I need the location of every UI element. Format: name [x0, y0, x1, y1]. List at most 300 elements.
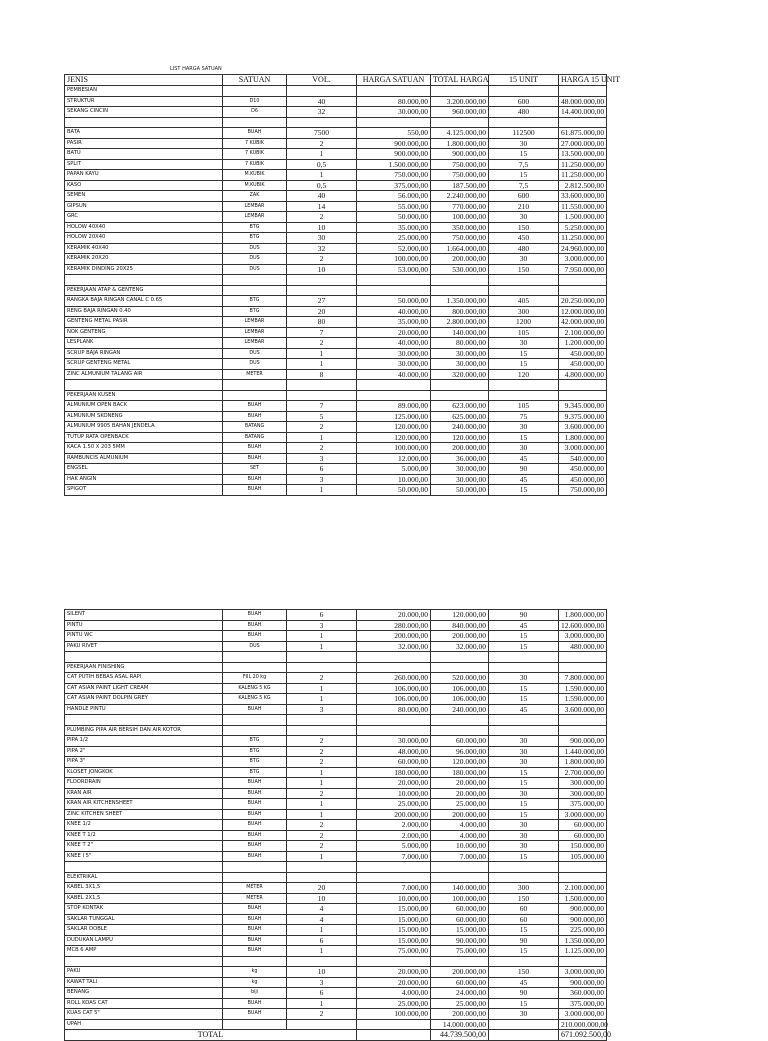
- table-row: [65, 359, 607, 370]
- item-volume: [287, 872, 357, 883]
- item-unit: 7 KUBIK: [223, 159, 287, 170]
- item-unit-price: 35.000,00: [357, 222, 431, 233]
- item-total-price: 120.000,00: [431, 610, 489, 621]
- item-unit: BUAH: [223, 631, 287, 642]
- item-volume: [287, 117, 357, 128]
- item-15-unit-qty: 15: [489, 432, 559, 443]
- item-15-unit-price: 11.250.000,00: [559, 159, 607, 170]
- table-row: [65, 736, 607, 747]
- item-unit: BUAH: [223, 704, 287, 715]
- item-unit-price: 32.000,00: [357, 641, 431, 652]
- item-unit-price: 5.000,00: [357, 464, 431, 475]
- item-unit-price: 20.000,00: [357, 977, 431, 988]
- item-total-price: 60.000,00: [431, 736, 489, 747]
- item-15-unit-price: 3.600.000,00: [559, 704, 607, 715]
- item-unit: DUS: [223, 641, 287, 652]
- price-table-top: [64, 74, 621, 496]
- item-15-unit-price: 42.000.000,00: [559, 317, 607, 328]
- item-unit: M.KUBIK: [223, 180, 287, 191]
- item-unit-price: [357, 117, 431, 128]
- item-volume: 3: [287, 704, 357, 715]
- total-label: TOTAL: [65, 1030, 357, 1041]
- item-unit: BUAH: [223, 830, 287, 841]
- item-unit: [223, 872, 287, 883]
- item-unit-price: 100.000,00: [357, 254, 431, 265]
- item-15-unit-price: 1.200.000,00: [559, 338, 607, 349]
- item-unit-price: 125.000,00: [357, 411, 431, 422]
- table-row: [65, 296, 607, 307]
- item-unit-price: 900.000,00: [357, 138, 431, 149]
- item-unit: biji: [223, 988, 287, 999]
- item-volume: 4: [287, 914, 357, 925]
- item-volume: 0,5: [287, 159, 357, 170]
- item-volume: 7: [287, 327, 357, 338]
- item-15-unit-qty: 30: [489, 820, 559, 831]
- item-15-unit-price: 14.400.000,00: [559, 107, 607, 118]
- item-volume: [287, 862, 357, 873]
- table-row: [65, 851, 607, 862]
- item-volume: 1: [287, 348, 357, 359]
- item-15-unit-qty: 15: [489, 485, 559, 496]
- item-total-price: 140.000,00: [431, 883, 489, 894]
- item-total-price: 75.000,00: [431, 946, 489, 957]
- column-header: SATUAN: [223, 75, 287, 86]
- item-total-price: 750.000,00: [431, 233, 489, 244]
- item-volume: 4: [287, 904, 357, 915]
- item-volume: [287, 380, 357, 391]
- item-15-unit-price: 11.250.000,00: [559, 233, 607, 244]
- item-15-unit-qty: 30: [489, 443, 559, 454]
- item-15-unit-price: 300.000,00: [559, 788, 607, 799]
- item-unit-price: 80.000,00: [357, 704, 431, 715]
- item-name: SPLIT: [65, 159, 223, 170]
- item-15-unit-price: 540.000,00: [559, 453, 607, 464]
- item-name: CAT ASIAN PAINT LIGHT CREAM: [65, 683, 223, 694]
- item-unit-price: 25.000,00: [357, 998, 431, 1009]
- item-volume: 6: [287, 610, 357, 621]
- item-15-unit-price: [559, 117, 607, 128]
- item-name: GIPSUN: [65, 201, 223, 212]
- item-total-price: 187.500,00: [431, 180, 489, 191]
- item-name: [65, 862, 223, 873]
- item-unit-price: 50.000,00: [357, 212, 431, 223]
- table-row: [65, 883, 607, 894]
- item-unit: METER: [223, 369, 287, 380]
- item-total-price: [431, 872, 489, 883]
- item-unit: [223, 275, 287, 286]
- table-row: [65, 914, 607, 925]
- item-15-unit-qty: 112500: [489, 128, 559, 139]
- item-volume: [287, 652, 357, 663]
- item-unit-price: 100.000,00: [357, 1009, 431, 1020]
- item-unit-price: [357, 380, 431, 391]
- item-total-price: 200.000,00: [431, 631, 489, 642]
- table-row: [65, 485, 607, 496]
- item-15-unit-qty: 30: [489, 830, 559, 841]
- table-row: [65, 233, 607, 244]
- item-15-unit-qty: [489, 662, 559, 673]
- item-15-unit-price: 24.960.000,00: [559, 243, 607, 254]
- item-15-unit-qty: 405: [489, 296, 559, 307]
- item-15-unit-price: 1.440.000,00: [559, 746, 607, 757]
- item-name: PAKU: [65, 967, 223, 978]
- table-row: [65, 893, 607, 904]
- item-15-unit-qty: 7,5: [489, 159, 559, 170]
- sheet-title: LIST HARGA SATUAN: [170, 66, 222, 72]
- item-15-unit-qty: 60: [489, 914, 559, 925]
- item-total-price: 32.000,00: [431, 641, 489, 652]
- item-name: KNEE T 2": [65, 841, 223, 852]
- item-15-unit-qty: 30: [489, 757, 559, 768]
- item-volume: 2: [287, 422, 357, 433]
- total-price: 44.739.500,00: [431, 1030, 489, 1041]
- item-unit-price: 60.000,00: [357, 757, 431, 768]
- item-unit-price: [357, 390, 431, 401]
- table-row: [65, 841, 607, 852]
- total-empty: [357, 1030, 431, 1041]
- item-unit-price: 900.000,00: [357, 149, 431, 160]
- item-unit-price: 2.000,00: [357, 820, 431, 831]
- item-name: KABEL 3X1,5: [65, 883, 223, 894]
- item-volume: 1: [287, 925, 357, 936]
- item-unit: BTG: [223, 767, 287, 778]
- blank-row: [65, 380, 607, 391]
- item-volume: 2: [287, 788, 357, 799]
- table-row: [65, 809, 607, 820]
- item-15-unit-price: 48.000.000,00: [559, 96, 607, 107]
- item-total-price: 25.000,00: [431, 998, 489, 1009]
- item-unit-price: 4.000,00: [357, 988, 431, 999]
- item-15-unit-qty: 75: [489, 411, 559, 422]
- item-unit-price: 12.000,00: [357, 453, 431, 464]
- item-total-price: 1.664.000,00: [431, 243, 489, 254]
- item-total-price: 10.000,00: [431, 841, 489, 852]
- item-15-unit-qty: 1200: [489, 317, 559, 328]
- item-name: BATU: [65, 149, 223, 160]
- item-name: [65, 117, 223, 128]
- item-unit-price: 100.000,00: [357, 443, 431, 454]
- table-row: [65, 159, 607, 170]
- table-row: [65, 401, 607, 412]
- item-unit-price: 53.000,00: [357, 264, 431, 275]
- item-total-price: 60.000,00: [431, 977, 489, 988]
- item-15-unit-price: 1.590.000,00: [559, 683, 607, 694]
- item-volume: 40: [287, 96, 357, 107]
- item-unit: BUAH: [223, 401, 287, 412]
- item-unit: BUAH: [223, 443, 287, 454]
- item-total-price: 90.000,00: [431, 935, 489, 946]
- item-15-unit-qty: 150: [489, 967, 559, 978]
- item-total-price: 3.200.000,00: [431, 96, 489, 107]
- item-unit: M.KUBIK: [223, 170, 287, 181]
- item-total-price: 750.000,00: [431, 170, 489, 181]
- item-volume: 1: [287, 778, 357, 789]
- item-15-unit-qty: 600: [489, 191, 559, 202]
- item-unit: METER: [223, 893, 287, 904]
- item-unit-price: 89.000,00: [357, 401, 431, 412]
- table-row: [65, 830, 607, 841]
- item-unit: BUAH: [223, 809, 287, 820]
- section-heading-row: [65, 390, 607, 401]
- item-name: SCRUP GENTENG METAL: [65, 359, 223, 370]
- item-name: BENANG: [65, 988, 223, 999]
- item-unit: BUAH: [223, 998, 287, 1009]
- table-row: [65, 243, 607, 254]
- item-total-price: 14.000.000,00: [431, 1019, 489, 1030]
- item-15-unit-qty: 90: [489, 988, 559, 999]
- item-15-unit-price: 4.800.000,00: [559, 369, 607, 380]
- item-unit: BUAH: [223, 411, 287, 422]
- item-unit: BUAH: [223, 935, 287, 946]
- item-15-unit-qty: 15: [489, 778, 559, 789]
- blank-row: [65, 275, 607, 286]
- column-header: TOTAL HARGA: [431, 75, 489, 86]
- item-total-price: 2.800.000,00: [431, 317, 489, 328]
- item-total-price: 20.000,00: [431, 778, 489, 789]
- item-total-price: 120.000,00: [431, 757, 489, 768]
- table-row: [65, 474, 607, 485]
- item-total-price: [431, 662, 489, 673]
- item-total-price: 623.000,00: [431, 401, 489, 412]
- table-row: [65, 96, 607, 107]
- item-volume: [287, 285, 357, 296]
- item-unit-price: [357, 1019, 431, 1030]
- item-unit-price: 750.000,00: [357, 170, 431, 181]
- item-name: PEKERJAAN FINISHING: [65, 662, 223, 673]
- item-15-unit-qty: 450: [489, 233, 559, 244]
- item-15-unit-qty: [489, 117, 559, 128]
- item-unit: SET: [223, 464, 287, 475]
- item-unit-price: 200.000,00: [357, 809, 431, 820]
- item-15-unit-qty: 600: [489, 96, 559, 107]
- item-15-unit-price: 12.000.000,00: [559, 306, 607, 317]
- item-15-unit-qty: [489, 86, 559, 97]
- item-15-unit-qty: 105: [489, 401, 559, 412]
- table-row: [65, 610, 607, 621]
- item-name: [65, 380, 223, 391]
- item-15-unit-qty: 15: [489, 149, 559, 160]
- item-unit: [223, 380, 287, 391]
- item-15-unit-qty: 15: [489, 998, 559, 1009]
- item-15-unit-price: 375.000,00: [559, 998, 607, 1009]
- item-unit-price: 280.000,00: [357, 620, 431, 631]
- table-row: [65, 998, 607, 1009]
- item-unit-price: 40.000,00: [357, 306, 431, 317]
- item-name: KACA 1.50 X 203 5MM: [65, 443, 223, 454]
- item-15-unit-price: [559, 956, 607, 967]
- item-unit-price: 120.000,00: [357, 432, 431, 443]
- item-15-unit-price: 450.000,00: [559, 359, 607, 370]
- item-unit: ZAK: [223, 191, 287, 202]
- item-total-price: 100.000,00: [431, 893, 489, 904]
- item-15-unit-price: 5.250.000,00: [559, 222, 607, 233]
- item-unit-price: [357, 862, 431, 873]
- item-15-unit-qty: 45: [489, 474, 559, 485]
- item-total-price: [431, 390, 489, 401]
- item-name: GENTENG METAL PASIR: [65, 317, 223, 328]
- item-volume: 1: [287, 485, 357, 496]
- item-volume: 2: [287, 841, 357, 852]
- item-unit: BUAH: [223, 841, 287, 852]
- item-volume: 7: [287, 401, 357, 412]
- section-heading-row: [65, 285, 607, 296]
- item-unit: [223, 725, 287, 736]
- item-15-unit-qty: 15: [489, 694, 559, 705]
- item-unit: BUAH: [223, 453, 287, 464]
- item-15-unit-qty: [489, 285, 559, 296]
- item-15-unit-price: 300.000,00: [559, 778, 607, 789]
- table-row: [65, 327, 607, 338]
- item-15-unit-price: 2.100.000,00: [559, 883, 607, 894]
- item-volume: 2: [287, 212, 357, 223]
- item-unit: BUAH: [223, 946, 287, 957]
- table-row: [65, 306, 607, 317]
- item-unit: BUAH: [223, 485, 287, 496]
- item-volume: 1: [287, 359, 357, 370]
- item-15-unit-qty: 45: [489, 620, 559, 631]
- item-unit-price: [357, 725, 431, 736]
- item-volume: 6: [287, 935, 357, 946]
- item-name: UPAH: [65, 1019, 223, 1030]
- item-total-price: 106.000,00: [431, 694, 489, 705]
- item-15-unit-price: 7.950.000,00: [559, 264, 607, 275]
- item-name: PEKERJAAN KUSEN: [65, 390, 223, 401]
- item-name: PEKERJAAN ATAP & GENTENG: [65, 285, 223, 296]
- item-15-unit-qty: 480: [489, 107, 559, 118]
- item-15-unit-qty: 45: [489, 704, 559, 715]
- item-name: FLOORDRAIN: [65, 778, 223, 789]
- item-total-price: 625.000,00: [431, 411, 489, 422]
- item-unit-price: 48.000,00: [357, 746, 431, 757]
- item-15-unit-qty: 15: [489, 170, 559, 181]
- item-unit: D6: [223, 107, 287, 118]
- item-15-unit-qty: 30: [489, 1009, 559, 1020]
- item-unit-price: 15.000,00: [357, 914, 431, 925]
- item-total-price: 840.000,00: [431, 620, 489, 631]
- item-name: ALMUNIUM SKONENG: [65, 411, 223, 422]
- section-heading-row: [65, 872, 607, 883]
- table-row: [65, 222, 607, 233]
- item-name: PIPA 1/2: [65, 736, 223, 747]
- item-name: [65, 275, 223, 286]
- column-header: HARGA SATUAN: [357, 75, 431, 86]
- item-15-unit-qty: 90: [489, 610, 559, 621]
- table-row: [65, 746, 607, 757]
- item-15-unit-qty: [489, 872, 559, 883]
- item-volume: 1: [287, 851, 357, 862]
- item-unit: [223, 862, 287, 873]
- item-total-price: [431, 380, 489, 391]
- item-total-price: [431, 862, 489, 873]
- item-volume: 7500: [287, 128, 357, 139]
- item-15-unit-price: 900.000,00: [559, 977, 607, 988]
- item-unit: [223, 86, 287, 97]
- item-15-unit-qty: 30: [489, 254, 559, 265]
- item-unit: kg: [223, 977, 287, 988]
- item-total-price: [431, 86, 489, 97]
- item-15-unit-qty: 30: [489, 746, 559, 757]
- item-volume: 6: [287, 464, 357, 475]
- item-name: RAMBUNCIS ALMUNIUM: [65, 453, 223, 464]
- item-total-price: 240.000,00: [431, 422, 489, 433]
- item-total-price: [431, 117, 489, 128]
- item-name: ROLL KOAS CAT: [65, 998, 223, 1009]
- item-15-unit-price: 1.590.000,00: [559, 694, 607, 705]
- table-row: [65, 904, 607, 915]
- item-volume: 2: [287, 757, 357, 768]
- item-name: PINTU: [65, 620, 223, 631]
- item-name: DUDUKAN LAMPU: [65, 935, 223, 946]
- item-15-unit-price: 210.000.000,00: [559, 1019, 607, 1030]
- item-15-unit-qty: 210: [489, 201, 559, 212]
- item-name: PAKU RIVET: [65, 641, 223, 652]
- item-total-price: 7.000,00: [431, 851, 489, 862]
- item-volume: 0,5: [287, 180, 357, 191]
- item-15-unit-qty: 480: [489, 243, 559, 254]
- item-15-unit-price: 900.000,00: [559, 914, 607, 925]
- item-15-unit-qty: [489, 275, 559, 286]
- table-row: [65, 464, 607, 475]
- item-volume: 3: [287, 474, 357, 485]
- item-total-price: 520.000,00: [431, 673, 489, 684]
- item-name: SAKLAR TUNGGAL: [65, 914, 223, 925]
- item-15-unit-price: [559, 390, 607, 401]
- item-unit-price: 50.000,00: [357, 296, 431, 307]
- item-total-price: 80.000,00: [431, 338, 489, 349]
- item-unit-price: 7.000,00: [357, 883, 431, 894]
- item-total-price: 50.000,00: [431, 485, 489, 496]
- item-name: CAT PUTIH BEBAS ASAL RAPI: [65, 673, 223, 684]
- blank-row: [65, 862, 607, 873]
- item-unit-price: 10.000,00: [357, 474, 431, 485]
- item-volume: 10: [287, 893, 357, 904]
- item-unit-price: 20.000,00: [357, 610, 431, 621]
- item-15-unit-price: 33.600.000,00: [559, 191, 607, 202]
- item-total-price: 900.000,00: [431, 149, 489, 160]
- item-unit-price: [357, 652, 431, 663]
- item-unit: DUS: [223, 348, 287, 359]
- item-unit-price: 30.000,00: [357, 359, 431, 370]
- item-unit-price: 30.000,00: [357, 107, 431, 118]
- item-name: PIPA 2": [65, 746, 223, 757]
- item-total-price: 25.000,00: [431, 799, 489, 810]
- item-name: PAPAN KAYU: [65, 170, 223, 181]
- item-total-price: 100.000,00: [431, 212, 489, 223]
- table-row: [65, 201, 607, 212]
- item-name: CAT ASIAN PAINT DOLPIN GREY: [65, 694, 223, 705]
- item-volume: 3: [287, 453, 357, 464]
- item-15-unit-price: 360.000,00: [559, 988, 607, 999]
- table-row: [65, 212, 607, 223]
- item-unit-price: [357, 285, 431, 296]
- item-15-unit-qty: 15: [489, 359, 559, 370]
- item-total-price: 36.000,00: [431, 453, 489, 464]
- item-volume: [287, 1019, 357, 1030]
- item-15-unit-qty: 15: [489, 946, 559, 957]
- item-total-price: 800.000,00: [431, 306, 489, 317]
- item-unit: DUS: [223, 243, 287, 254]
- item-total-price: 96.000,00: [431, 746, 489, 757]
- item-total-price: 350.000,00: [431, 222, 489, 233]
- item-unit-price: 15.000,00: [357, 904, 431, 915]
- item-15-unit-price: [559, 380, 607, 391]
- table-row: [65, 683, 607, 694]
- item-volume: 1: [287, 641, 357, 652]
- item-unit: BTG: [223, 746, 287, 757]
- item-15-unit-price: [559, 715, 607, 726]
- item-unit: LEMBAR: [223, 317, 287, 328]
- item-unit: KALENG 5 KG: [223, 683, 287, 694]
